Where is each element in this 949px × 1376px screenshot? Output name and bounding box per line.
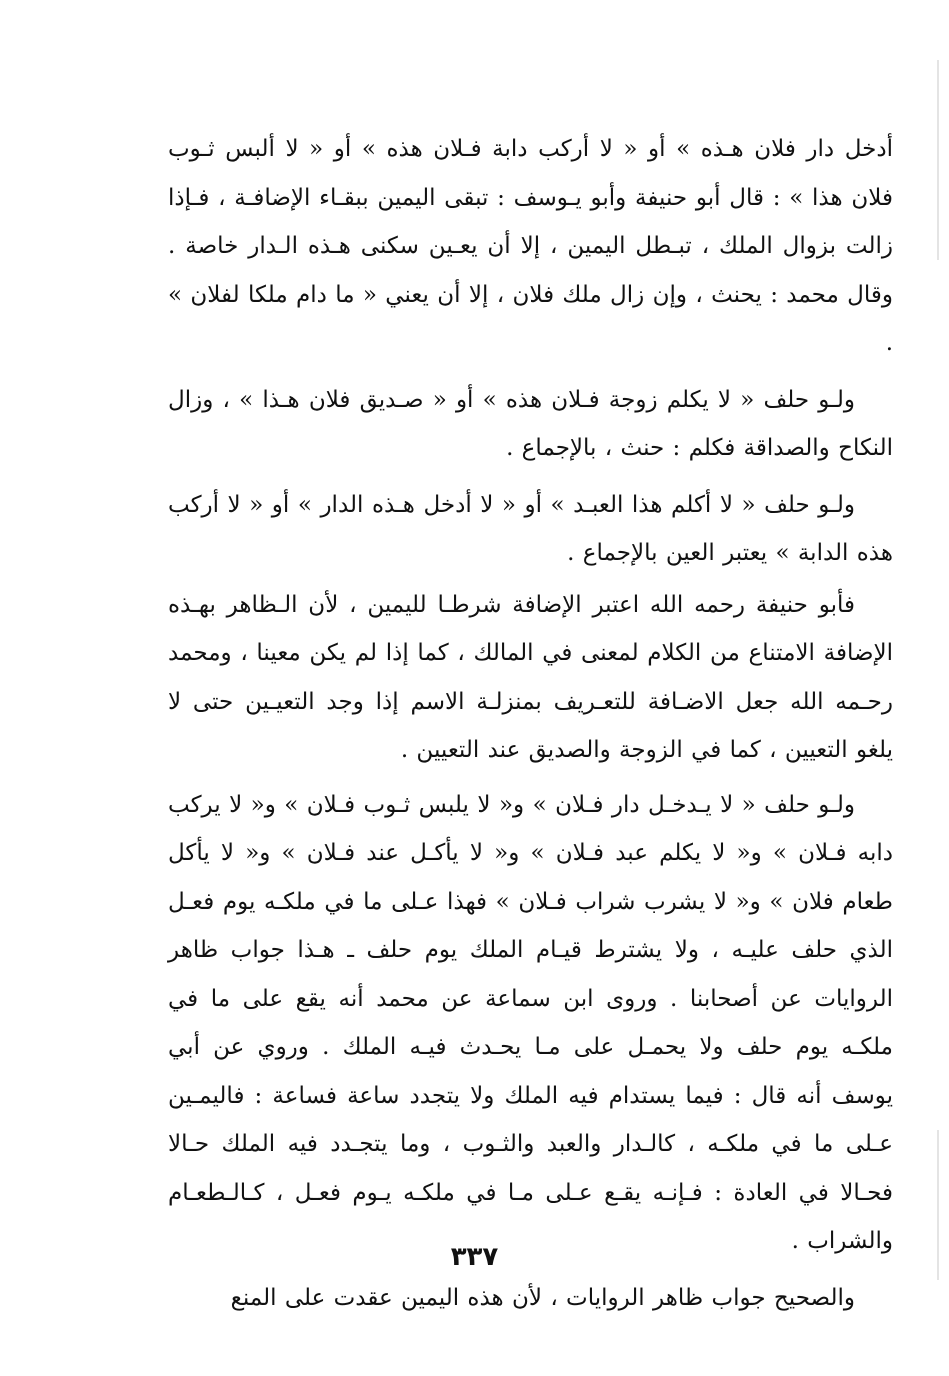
paragraph-6: والصحيح جواب ظاهر الروايات ، لأن هذه اليمين عقدت على المنع (230, 1284, 855, 1311)
scan-edge-mark (937, 60, 939, 260)
page-number: ٣٣٧ (450, 1242, 499, 1272)
scan-edge-mark (937, 1130, 939, 1280)
body-text (168, 125, 893, 1322)
paragraph-5: ولـو حلف « لا يـدخـل دار فـلان » و« لا يلبس ثـوب فـلان » و« لا يركب دابه فـلان » و« لا يكلم عبد فـلان » و« لا يأكـل عند فـلان » و« لا يأكل طعام فلان » و« لا يشرب شراب فـلان » فهذا عـلى ما في ملكـه يوم فعـل الذي حلف عليـه ، ولا يشترط قيـام الملك يوم حلف ـ هـذا جواب ظاهر الروايات عن أصحابنا . وروى ابن سماعة عن محمد أنه يقع على ما في ملكـه يوم حلف ولا يحمـل على مـا يحـدث فيـه الملك . وروي عن أبي يوسف أنه قال : فيما يستدام فيه الملك ولا يتجدد ساعة فساعة : فاليمـين عـلى ما في ملكـه ، كالـدار والعبد والثـوب ، وما يتجـدد فيه الملك حـالا فحـالا في العادة : فـإنـه يقـع عـلى مـا في ملكـه يـوم فعـل ، كـالـطعـام والشراب . (168, 791, 893, 1254)
paragraph-4: فأبو حنيفة رحمه الله اعتبر الإضافة شرطـا لليمين ، لأن الـظاهر بهـذه الإضافة الامتناع من الكلام لمعنى في المالك ، كما إذا لم يكن معينا ، ومحمد رحـمه الله جعل الاضـافة للتعـريف بمنزلـة الاسم إذا وجد التعيـين حتى لا يلغو التعيين ، كما في الزوجة والصديق عند التعيين . (168, 591, 893, 763)
paragraph-2: ولـو حلف « لا يكلم زوجة فـلان هذه » أو « صـديق فلان هـذا » ، وزال النكاح والصداقة فكلم : حنث ، بالإجماع . (168, 386, 893, 461)
paragraph-1: أدخل دار فلان هـذه » أو « لا أركب دابة فـلان هذه » أو « لا ألبس ثـوب فلان هذا » : قال أبو حنيفة وأبو يـوسف : تبقى اليمين ببقـاء الإضافـة ، فـإذا زالت بزوال الملك ، تبـطل اليمين ، إلا أن يعـين سكنى هـذه الـدار خاصة . وقال محمد : يحنث ، وإن زال ملك فلان ، إلا أن يعني « ما دام ملكا لفلان » . (168, 136, 893, 356)
paragraph-3: ولـو حلف « لا أكلم هذا العبـد » أو « لا أدخل هـذه الدار » أو « لا أركب هذه الدابة » يعتبر العين بالإجماع . (168, 491, 893, 566)
